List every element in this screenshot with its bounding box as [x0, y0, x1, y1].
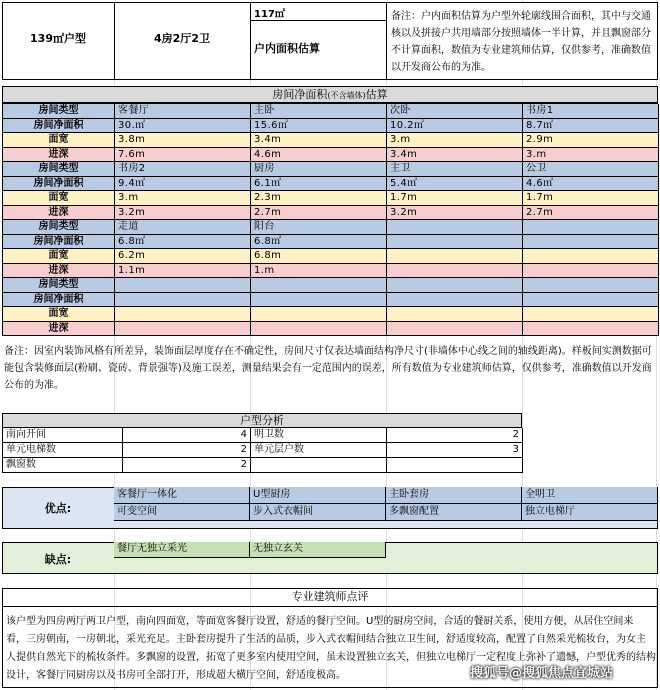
- analysis-value: 2: [123, 458, 251, 473]
- room-type-row-cell: 厨房: [251, 162, 387, 177]
- net-area-row-cell: 8.7㎡: [523, 119, 659, 134]
- depth-row-cell: [115, 322, 251, 337]
- net-area-row-cell: 4.6㎡: [523, 177, 659, 192]
- room-type-row-cell: 次卧: [387, 104, 523, 119]
- net-area-row-cell: [387, 293, 523, 308]
- room-type-row-cell: [387, 278, 523, 293]
- analysis-value: 4: [123, 428, 251, 443]
- depth-row-cell: [251, 322, 387, 337]
- depth-row-cell: 1.1m: [115, 264, 251, 279]
- analysis-table: [2, 428, 522, 473]
- pros-item: 独立电梯厅: [522, 504, 658, 521]
- pros-label: 优点:: [44, 502, 72, 515]
- review-title: 专业建筑师点评: [2, 588, 658, 606]
- review-line: 该户型为四房两厅两卫户型，南向四面宽，等面宽客餐厅设置，舒适的餐厅空间。U型的厨房空间，合适的餐厨关系，使用方便，从居住空间来: [6, 616, 634, 627]
- width-row-cell: [523, 249, 659, 264]
- width-row-cell: [251, 307, 387, 322]
- width-row-label: 面宽: [3, 133, 115, 148]
- net-area-row-label: 房间净面积: [3, 119, 115, 134]
- width-row-cell: 1.7m: [387, 191, 523, 206]
- room-type-row-cell: 主卧: [251, 104, 387, 119]
- depth-row-cell: 4.6m: [251, 148, 387, 163]
- depth-row-cell: [387, 322, 523, 337]
- width-row-cell: [115, 307, 251, 322]
- room-type-row-label: 房间类型: [3, 220, 115, 235]
- net-area-row-cell: 15.6㎡: [251, 119, 387, 134]
- net-area-row-cell: 6.8㎡: [115, 235, 251, 250]
- analysis-label: 单元层户数: [251, 443, 387, 458]
- analysis-value: 2: [387, 428, 523, 443]
- width-row-cell: 3.8m: [115, 133, 251, 148]
- room-type-row-cell: 公卫: [523, 162, 659, 177]
- width-row-cell: 6.8m: [251, 249, 387, 264]
- depth-row-cell: 7.6m: [115, 148, 251, 163]
- net-area-row-label: 房间净面积: [3, 177, 115, 192]
- pros-item: 多飘窗配置: [386, 504, 522, 521]
- watermark: 搜狐号@搜狐焦点宜城站: [470, 666, 614, 681]
- room-type-row-cell: 阳台: [251, 220, 387, 235]
- depth-row-cell: [523, 264, 659, 279]
- pros-items: [114, 487, 658, 529]
- net-area-row-cell: 30.㎡: [115, 119, 251, 134]
- net-area-row-cell: [251, 293, 387, 308]
- room-type-row-cell: [387, 220, 523, 235]
- depth-row-cell: [523, 322, 659, 337]
- net-area-row-cell: 5.4㎡: [387, 177, 523, 192]
- depth-row-cell: 3.2m: [387, 206, 523, 221]
- width-row-label: 面宽: [3, 191, 115, 206]
- room-type-row-cell: [251, 278, 387, 293]
- area-label: 139㎡户型: [30, 32, 86, 45]
- review-line: 人提供自然光下的梳妆条件。多飘窗的设置，拓宽了更多室内使用空间，虽未设置独立玄关，但独立电梯厅一定程度上弥补了遗憾，户型优秀的结构: [6, 652, 656, 663]
- depth-row-cell: 1.m: [251, 264, 387, 279]
- pros-item: 步入式衣帽间: [250, 504, 386, 521]
- analysis-label: 单元电梯数: [3, 443, 123, 458]
- width-row-cell: [387, 307, 523, 322]
- pros-item: 客餐厅一体化: [114, 487, 250, 504]
- cons-label: 缺点:: [44, 553, 72, 566]
- review-line: 设计，客餐厅同厨房以及书房可全部打开，形成超大横厅空间，舒适度极高。: [6, 670, 346, 681]
- header-note: 备注：户内面积估算为户型外轮廓线围合面积，其中与交通核以及拼接户共用墙部分按照墙体一半计算，并且飘窗部分不计算面积，数值为专业建筑师估算，仅供参考，准确数值以开发商公布的为准。: [391, 11, 651, 73]
- net-area-row-cell: 6.8㎡: [251, 235, 387, 250]
- width-row-cell: 2.3m: [251, 191, 387, 206]
- analysis-label: 明卫数: [251, 428, 387, 443]
- width-row-cell: 6.2m: [115, 249, 251, 264]
- room-type-row-label: 房间类型: [3, 104, 115, 119]
- analysis-value: [387, 458, 523, 473]
- analysis-label: 南向开间: [3, 428, 123, 443]
- pros-item: 全明卫: [522, 487, 658, 504]
- depth-row-cell: 3.2m: [115, 206, 251, 221]
- pros-item: 主卧套房: [386, 487, 522, 504]
- room-type-row-cell: [523, 278, 659, 293]
- net-area-table: [2, 103, 658, 336]
- room-type-row-cell: [115, 278, 251, 293]
- net-area-row-cell: [523, 293, 659, 308]
- cons-item-2: 无独立玄关: [250, 542, 386, 558]
- analysis-title: 户型分析: [2, 413, 522, 428]
- width-row-label: 面宽: [3, 249, 115, 264]
- net-area-row-label: 房间净面积: [3, 293, 115, 308]
- width-row-cell: [523, 307, 659, 322]
- cons-item-1: 餐厅无独立采光: [114, 542, 250, 558]
- room-type-row-cell: 主卫: [387, 162, 523, 177]
- pros-item: U型厨房: [250, 487, 386, 504]
- room-type-row-cell: 书房2: [115, 162, 251, 177]
- net-area-row-cell: [387, 235, 523, 250]
- width-row-label: 面宽: [3, 307, 115, 322]
- net-area-row-label: 房间净面积: [3, 235, 115, 250]
- depth-row-label: 进深: [3, 206, 115, 221]
- net-area-title: 房间净面积(不含墙体)估算: [2, 86, 658, 103]
- depth-row-label: 进深: [3, 148, 115, 163]
- depth-row-cell: 2.7m: [251, 206, 387, 221]
- depth-row-label: 进深: [3, 322, 115, 337]
- net-area-row-cell: 6.1㎡: [251, 177, 387, 192]
- review-line: 看，三房朝南，一房朝北，采光充足。主卧套房提升了生活的品质，步入式衣帽间结合独立卫生间，舒适度较高，配置了自然采光梳妆台，为女主: [6, 634, 646, 645]
- width-row-cell: 3.m: [387, 133, 523, 148]
- net-area-row-cell: 10.2㎡: [387, 119, 523, 134]
- net-area-row-cell: [115, 293, 251, 308]
- inner-area-value: 117㎡: [254, 9, 285, 20]
- room-type-row-cell: 走道: [115, 220, 251, 235]
- net-area-row-cell: [523, 235, 659, 250]
- analysis-value: 3: [387, 443, 523, 458]
- layout-label: 4房2厅2卫: [154, 32, 210, 45]
- width-row-cell: 1.7m: [523, 191, 659, 206]
- net-area-note: 备注：因室内装饰风格有所差异，装饰面层厚度存在不确定性，房间尺寸仅表达墙面结构净尺寸(非墙体中心线之间的轴线距离)。样板间实测数据可能包含装修面层(粉刷、瓷砖、背景强等)及施工误差，测量结果会有一定范围内的误差，所有数值为专业建筑师估算，仅供参考，准确数值以开发商公布的为准。: [4, 346, 652, 391]
- room-type-row-cell: 书房1: [523, 104, 659, 119]
- inner-area-label: 户内面积估算: [254, 42, 320, 55]
- depth-row-label: 进深: [3, 264, 115, 279]
- width-row-cell: 2.9m: [523, 133, 659, 148]
- room-type-row-label: 房间类型: [3, 162, 115, 177]
- net-area-row-cell: 9.4㎡: [115, 177, 251, 192]
- depth-row-cell: 3.4m: [387, 148, 523, 163]
- analysis-label: 飘窗数: [3, 458, 123, 473]
- width-row-cell: 3.m: [115, 191, 251, 206]
- depth-row-cell: [387, 264, 523, 279]
- width-row-cell: 3.4m: [251, 133, 387, 148]
- room-type-row-cell: [523, 220, 659, 235]
- depth-row-cell: 3.m: [523, 148, 659, 163]
- analysis-value: 2: [123, 443, 251, 458]
- room-type-row-cell: 客餐厅: [115, 104, 251, 119]
- pros-item: 可变空间: [114, 504, 250, 521]
- room-type-row-label: 房间类型: [3, 278, 115, 293]
- width-row-cell: [387, 249, 523, 264]
- analysis-label: [251, 458, 387, 473]
- depth-row-cell: 2.7m: [523, 206, 659, 221]
